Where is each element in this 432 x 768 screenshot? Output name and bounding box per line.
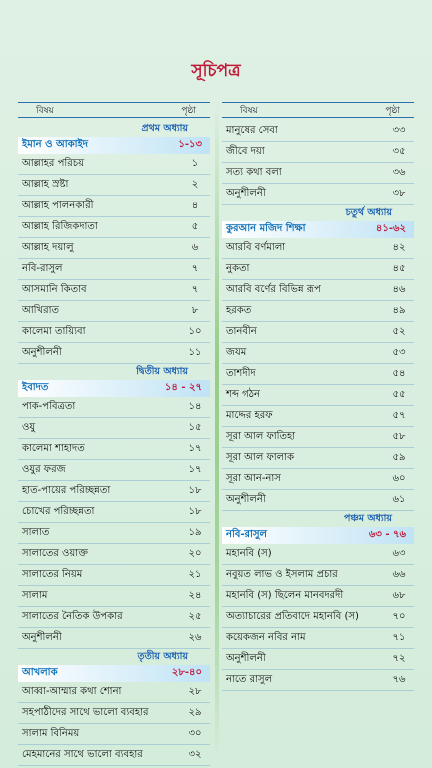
toc-entry — [18, 745, 210, 766]
entry-title: অনুশীলনী — [22, 631, 62, 643]
toc-entry — [18, 682, 210, 703]
toc-entry — [18, 259, 210, 280]
toc-entry — [222, 142, 414, 163]
entry-page: ১৫ — [188, 421, 202, 433]
entry-title: নাতে রাসুল — [226, 673, 273, 685]
toc-entry — [222, 343, 414, 364]
section-pages: ১-১৩ — [178, 139, 202, 150]
toc-entry — [222, 238, 414, 259]
toc-entry — [18, 565, 210, 586]
entry-page: ১১ — [188, 346, 202, 358]
entry-title: সালাত — [22, 526, 50, 538]
toc-entry — [222, 628, 414, 649]
toc-entry — [18, 703, 210, 724]
entry-page: ২৮ — [188, 685, 202, 697]
entry-page: ৬ — [191, 241, 199, 253]
toc-entry — [222, 469, 414, 490]
subject-header: বিষয় — [240, 105, 258, 116]
entry-title: নবুয়ত লাভ ও ইসলাম প্রচার — [226, 568, 338, 580]
entry-title: আরবি বর্ণমালা — [226, 241, 286, 253]
entry-page: ৫ — [191, 220, 199, 232]
toc-entry — [18, 301, 210, 322]
toc-entry — [222, 544, 414, 565]
entry-page: ৪৯ — [392, 304, 406, 316]
entry-page: ৭৬ — [392, 673, 406, 685]
toc-column-right — [222, 102, 414, 691]
toc-entry — [18, 523, 210, 544]
section-pages: ১৪ - ২৭ — [164, 382, 202, 393]
page-header: পৃষ্ঠা — [385, 105, 400, 116]
entry-title: আখিরাত — [22, 304, 59, 316]
toc-entry — [222, 586, 414, 607]
entry-page: ১৮ — [188, 484, 202, 496]
entry-page: ৪৬ — [392, 283, 406, 295]
section-heading — [18, 380, 210, 397]
entry-title: শব্দ গঠন — [226, 388, 260, 400]
entry-page: ৩০ — [188, 727, 202, 739]
toc-entry — [18, 439, 210, 460]
toc-entry — [18, 481, 210, 502]
entry-page: ২৫ — [188, 610, 202, 622]
entry-page: ৫৮ — [392, 430, 406, 442]
entry-page: ২৬ — [188, 631, 202, 643]
toc-entry — [18, 322, 210, 343]
page-title: সূচিপত্র — [191, 61, 241, 81]
column-header — [18, 102, 210, 118]
column-divider — [215, 100, 219, 760]
section-label: আখলাক — [22, 667, 58, 678]
toc-entry — [18, 196, 210, 217]
chapter-heading: পঞ্চম অধ্যায় — [344, 512, 392, 524]
entry-title: সূরা আল ফাতিহা — [226, 430, 296, 442]
entry-title: অত্যাচারের প্রতিবাদে মহানবি (স) — [226, 610, 359, 622]
entry-title: ওযুর ফরজ — [22, 463, 66, 475]
entry-page: ৩৫ — [392, 145, 406, 157]
toc-entry — [222, 385, 414, 406]
entry-page: ৫৫ — [392, 388, 406, 400]
section-heading — [18, 665, 210, 682]
section-label: ইবাদত — [22, 382, 49, 393]
subject-header: বিষয় — [36, 105, 54, 116]
entry-page: ৬১ — [392, 493, 406, 505]
column-header — [222, 102, 414, 118]
section-heading — [222, 527, 414, 544]
entry-page: ৩৩ — [392, 124, 406, 136]
entry-page: ২১ — [188, 568, 202, 580]
entry-title: সূরা আন-নাস — [226, 472, 281, 484]
entry-title: আল্লাহর পরিচয় — [22, 157, 85, 169]
entry-page: ৬৮ — [392, 589, 406, 601]
entry-title: আল্লাহ দয়ালু — [22, 241, 74, 253]
toc-entry — [18, 280, 210, 301]
toc-entry — [18, 343, 210, 364]
chapter-heading: প্রথম অধ্যায় — [141, 122, 188, 134]
entry-title: পাক-পবিত্রতা — [22, 400, 76, 412]
entry-title: আল্লাহ রিজিকদাতা — [22, 220, 98, 232]
entry-page: ৩৬ — [392, 166, 406, 178]
entry-title: তানবীন — [226, 325, 257, 337]
chapter-heading: দ্বিতীয় অধ্যায় — [136, 365, 188, 377]
section-heading — [222, 221, 414, 238]
toc-entry — [18, 397, 210, 418]
entry-title: সূরা আল ফালাক — [226, 451, 295, 463]
entry-page: ৫৩ — [392, 346, 406, 358]
entry-page: ৭ — [191, 283, 199, 295]
entry-title: নবি-রাসুল — [22, 262, 63, 274]
section-pages: ৪১-৬২ — [375, 223, 406, 234]
entry-page: ১৯ — [188, 526, 202, 538]
section-label: কুরআন মজিদ শিক্ষা — [226, 223, 306, 234]
entry-page: ৬৬ — [392, 568, 406, 580]
entry-page: ৬৩ — [392, 547, 406, 559]
entry-page: ৭ — [191, 262, 199, 274]
entry-page: ৬০ — [392, 472, 406, 484]
entry-page: ৫২ — [392, 325, 406, 337]
entry-title: সালাতের নিয়ম — [22, 568, 83, 580]
toc-entry — [18, 502, 210, 523]
toc-entry — [18, 628, 210, 649]
toc-entry — [222, 607, 414, 628]
toc-entry — [18, 460, 210, 481]
entry-title: আব্বা-আম্মার কথা শোনা — [22, 685, 122, 697]
entry-page: ১৭ — [188, 442, 202, 454]
toc-entry — [222, 448, 414, 469]
toc-column-left — [18, 102, 210, 766]
entry-title: চোখের পরিচ্ছন্নতা — [22, 505, 95, 517]
entry-title: মেহমানের সাথে ভালো ব্যবহার — [22, 748, 143, 760]
entry-page: ৩২ — [188, 748, 202, 760]
toc-entry — [18, 154, 210, 175]
entry-title: তাশদীদ — [226, 367, 256, 379]
entry-title: কয়েকজন নবির নাম — [226, 631, 306, 643]
entry-title: কালেমা শাহাদত — [22, 442, 85, 454]
entry-title: আল্লাহ স্রষ্টা — [22, 178, 69, 190]
entry-page: ২ — [191, 178, 199, 190]
entry-title: কালেমা তায়্যিবা — [22, 325, 86, 337]
entry-page: ৮ — [191, 304, 199, 316]
chapter-heading: চতুর্থ অধ্যায় — [345, 206, 392, 218]
entry-title: আরবি বর্ণের বিভিন্ন রূপ — [226, 283, 321, 295]
section-label: ইমান ও আকাইদ — [22, 139, 88, 150]
toc-entry — [18, 238, 210, 259]
entry-title: মহানবি (স) — [226, 547, 272, 559]
entry-title: অনুশীলনী — [22, 346, 62, 358]
entry-page: ৫৪ — [392, 367, 406, 379]
toc-entry — [222, 301, 414, 322]
section-pages: ৬৩ - ৭৬ — [368, 529, 406, 540]
toc-entry — [222, 649, 414, 670]
toc-entry — [18, 175, 210, 196]
entry-title: জীবে দয়া — [226, 145, 265, 157]
page-header: পৃষ্ঠা — [181, 105, 196, 116]
entry-title: আসমানি কিতাব — [22, 283, 87, 295]
entry-title: আল্লাহ পালনকারী — [22, 199, 94, 211]
entry-page: ২০ — [188, 547, 202, 559]
entry-page: ২৯ — [188, 706, 202, 718]
entry-title: মাদ্দের হরফ — [226, 409, 273, 421]
section-pages: ২৮-৪০ — [171, 667, 202, 678]
entry-title: মানুষের সেবা — [226, 124, 278, 136]
toc-entry — [18, 607, 210, 628]
entry-title: অনুশীলনী — [226, 187, 266, 199]
entry-title: অনুশীলনী — [226, 652, 266, 664]
entry-title: মহানবি (স) ছিলেন মানবদরদী — [226, 589, 344, 601]
toc-entry — [222, 259, 414, 280]
toc-entry — [222, 565, 414, 586]
entry-page: ১৪ — [188, 400, 202, 412]
toc-entry — [222, 163, 414, 184]
entry-title: সালাম — [22, 589, 48, 601]
entry-title: সালাতের ওয়াক্ত — [22, 547, 88, 559]
toc-entry — [222, 322, 414, 343]
toc-entry — [222, 364, 414, 385]
entry-page: ১০ — [188, 325, 202, 337]
toc-entry — [222, 121, 414, 142]
entry-title: হরকত — [226, 304, 252, 316]
entry-page: ৭২ — [392, 652, 406, 664]
entry-page: ৩৮ — [392, 187, 406, 199]
toc-entry — [18, 586, 210, 607]
entry-page: ১ — [191, 157, 199, 169]
toc-entry — [222, 406, 414, 427]
entry-title: সালাম বিনিময় — [22, 727, 80, 739]
entry-page: ৪২ — [392, 241, 406, 253]
toc-entry — [18, 418, 210, 439]
toc-entry — [222, 184, 414, 205]
entry-page: ৫৭ — [392, 409, 406, 421]
entry-title: সত্য কথা বলা — [226, 166, 282, 178]
entry-page: ২৪ — [188, 589, 202, 601]
entry-title: ওযু — [22, 421, 36, 433]
toc-entry — [18, 544, 210, 565]
entry-title: সালাতের নৈতিক উপকার — [22, 610, 123, 622]
entry-page: ৪৫ — [392, 262, 406, 274]
section-label: নবি-রাসুল — [226, 529, 268, 540]
entry-title: হাত-পায়ের পরিচ্ছন্নতা — [22, 484, 111, 496]
toc-entry — [222, 427, 414, 448]
entry-title: জযম — [226, 346, 247, 358]
entry-title: নুকতা — [226, 262, 250, 274]
chapter-heading: তৃতীয় অধ্যায় — [137, 650, 188, 662]
toc-entry — [222, 280, 414, 301]
toc-entry — [18, 217, 210, 238]
toc-entry — [222, 670, 414, 691]
entry-page: ১৮ — [188, 505, 202, 517]
entry-page: ৪ — [191, 199, 199, 211]
entry-page: ৭১ — [392, 631, 406, 643]
entry-title: অনুশীলনী — [226, 493, 266, 505]
entry-page: ৫৯ — [392, 451, 406, 463]
toc-entry — [222, 490, 414, 511]
entry-page: ৭০ — [392, 610, 406, 622]
entry-page: ১৭ — [188, 463, 202, 475]
section-heading — [18, 137, 210, 154]
toc-entry — [18, 724, 210, 745]
entry-title: সহপাঠীদের সাথে ভালো ব্যবহার — [22, 706, 149, 718]
